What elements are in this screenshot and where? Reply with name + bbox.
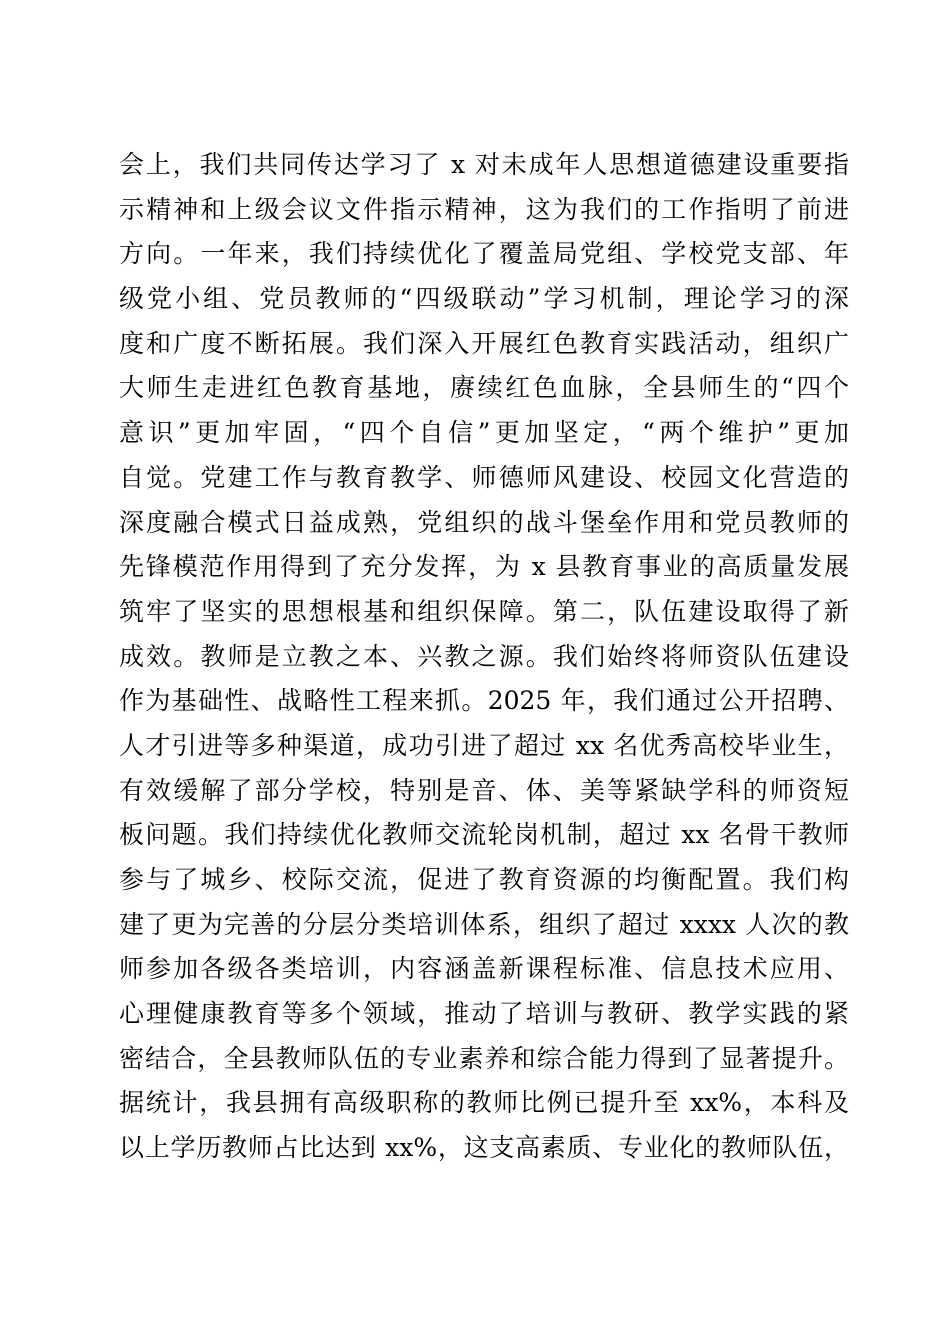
text-line-15: 有效缓解了部分学校，特别是音、体、美等紧缺学科的师资短	[119, 775, 849, 805]
text-line-21: 密结合，全县教师队伍的专业素养和综合能力得到了显著提升。	[119, 1043, 849, 1073]
text-line-9: 深度融合模式日益成熟，党组织的战斗堡垒作用和党员教师的	[119, 507, 849, 537]
text-line-3: 方向。一年来，我们持续优化了覆盖局党组、学校党支部、年	[119, 239, 849, 269]
body-text	[119, 143, 849, 1171]
text-line-6: 大师生走进红色教育基地，赓续红色血脉，全县师生的“四个	[119, 373, 849, 403]
text-line-2: 示精神和上级会议文件指示精神，这为我们的工作指明了前进	[119, 194, 849, 224]
text-line-7: 意识”更加牢固，“四个自信”更加坚定，“两个维护”更加	[119, 418, 849, 448]
text-line-8: 自觉。党建工作与教育教学、师德师风建设、校园文化营造的	[119, 462, 849, 492]
text-line-23: 以上学历教师占比达到 xx%，这支高素质、专业化的教师队伍，	[119, 1133, 849, 1163]
text-line-4: 级党小组、党员教师的“四级联动”学习机制，理论学习的深	[119, 284, 849, 314]
text-line-5: 度和广度不断拓展。我们深入开展红色教育实践活动，组织广	[119, 328, 849, 358]
text-line-11: 筑牢了坚实的思想根基和组织保障。第二，队伍建设取得了新	[119, 596, 849, 626]
text-line-17: 参与了城乡、校际交流，促进了教育资源的均衡配置。我们构	[119, 865, 849, 894]
text-line-22: 据统计，我县拥有高级职称的教师比例已提升至 xx%，本科及	[119, 1088, 849, 1118]
text-line-12: 成效。教师是立教之本、兴教之源。我们始终将师资队伍建设	[119, 641, 849, 671]
text-line-13: 作为基础性、战略性工程来抓。2025 年，我们通过公开招聘、	[119, 686, 849, 716]
text-line-20: 心理健康教育等多个领域，推动了培训与教研、教学实践的紧	[119, 999, 849, 1029]
text-line-19: 师参加各级各类培训，内容涵盖新课程标准、信息技术应用、	[119, 954, 849, 984]
text-line-18: 建了更为完善的分层分类培训体系，组织了超过 xxxx 人次的教	[119, 909, 849, 939]
text-line-1: 会上，我们共同传达学习了 x 对未成年人思想道德建设重要指	[119, 150, 849, 179]
text-line-10: 先锋模范作用得到了充分发挥，为 x 县教育事业的高质量发展	[119, 552, 849, 582]
text-line-16: 板问题。我们持续优化教师交流轮岗机制，超过 xx 名骨干教师	[119, 820, 849, 850]
text-line-14: 人才引进等多种渠道，成功引进了超过 xx 名优秀高校毕业生，	[119, 730, 849, 760]
